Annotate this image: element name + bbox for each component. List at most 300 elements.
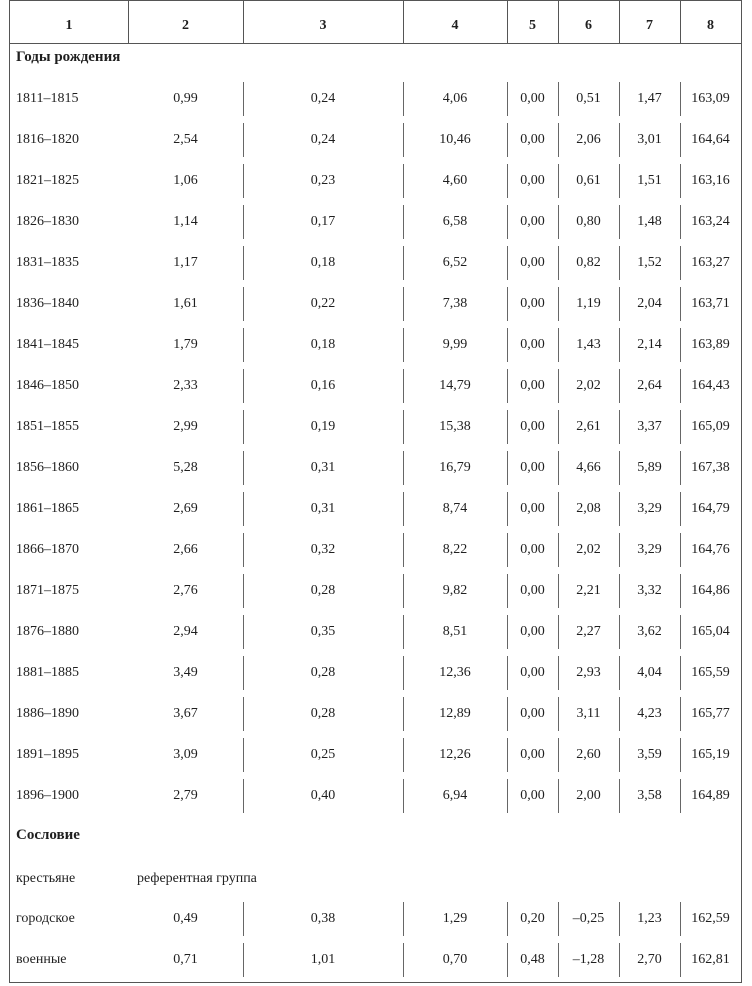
cell-col-3: 1,01 [310, 952, 336, 967]
reference-group-note: референтная группа [137, 871, 257, 886]
row-label: городское [16, 911, 75, 926]
cell-col-3: 0,18 [310, 255, 336, 270]
column-divider [619, 164, 620, 198]
column-divider [403, 574, 404, 608]
cell-col-7: 2,64 [637, 378, 662, 393]
cell-col-6: 2,27 [576, 624, 601, 639]
cell-col-3: 0,19 [310, 419, 336, 434]
column-divider [403, 164, 404, 198]
cell-col-4: 4,60 [442, 173, 468, 188]
cell-col-4: 8,22 [442, 542, 468, 557]
column-divider [558, 410, 559, 444]
column-divider [243, 164, 244, 198]
cell-col-4: 8,74 [442, 501, 468, 516]
row-label: 1851–1855 [16, 419, 79, 434]
cell-col-2: 2,66 [173, 542, 198, 557]
cell-col-7: 3,59 [637, 747, 662, 762]
cell-col-6: 4,66 [576, 460, 601, 475]
column-divider [507, 164, 508, 198]
cell-col-6: 1,43 [576, 337, 601, 352]
column-divider [558, 205, 559, 239]
column-divider [507, 533, 508, 567]
column-divider [619, 533, 620, 567]
cell-col-5: 0,00 [520, 173, 545, 188]
column-divider [507, 287, 508, 321]
cell-col-5: 0,00 [520, 214, 545, 229]
cell-col-3: 0,28 [310, 706, 336, 721]
cell-col-7: 1,52 [637, 255, 662, 270]
cell-col-6: –1,28 [572, 952, 605, 967]
row-label: 1871–1875 [16, 583, 79, 598]
cell-col-5: 0,00 [520, 788, 545, 803]
cell-col-4: 12,89 [439, 706, 471, 721]
column-divider [243, 287, 244, 321]
cell-col-7: 2,04 [637, 296, 662, 311]
column-divider [507, 656, 508, 690]
row-label: 1831–1835 [16, 255, 79, 270]
column-divider [507, 779, 508, 813]
column-divider [403, 656, 404, 690]
column-divider [680, 615, 681, 649]
cell-col-5: 0,48 [520, 952, 545, 967]
column-divider [558, 615, 559, 649]
cell-col-4: 6,52 [442, 255, 468, 270]
column-divider [680, 902, 681, 936]
cell-col-2: 1,61 [173, 296, 198, 311]
table-row [10, 371, 741, 401]
cell-col-8: 163,24 [691, 214, 730, 229]
column-divider [403, 287, 404, 321]
column-divider [507, 246, 508, 280]
cell-col-4: 6,94 [442, 788, 468, 803]
column-divider [507, 492, 508, 526]
cell-col-4: 10,46 [439, 132, 471, 147]
header-col-6: 6 [585, 18, 592, 33]
cell-col-3: 0,23 [310, 173, 336, 188]
cell-col-4: 8,51 [442, 624, 468, 639]
column-divider [619, 410, 620, 444]
cell-col-7: 3,62 [637, 624, 662, 639]
cell-col-2: 2,33 [173, 378, 198, 393]
cell-col-2: 1,17 [173, 255, 198, 270]
cell-col-3: 0,24 [310, 132, 336, 147]
cell-col-3: 0,28 [310, 583, 336, 598]
cell-col-6: 2,08 [576, 501, 601, 516]
row-label: 1841–1845 [16, 337, 79, 352]
cell-col-2: 5,28 [173, 460, 198, 475]
column-divider [558, 574, 559, 608]
cell-col-8: 162,81 [691, 952, 730, 967]
cell-col-8: 163,16 [691, 173, 730, 188]
cell-col-8: 162,59 [691, 911, 730, 926]
cell-col-2: 0,99 [173, 91, 198, 106]
column-divider [243, 328, 244, 362]
cell-col-3: 0,31 [310, 501, 336, 516]
column-divider [507, 943, 508, 977]
cell-col-7: 3,32 [637, 583, 662, 598]
cell-col-7: 1,48 [637, 214, 662, 229]
cell-col-7: 3,29 [637, 542, 662, 557]
column-divider [403, 779, 404, 813]
data-table [9, 0, 742, 983]
column-divider [680, 574, 681, 608]
cell-col-6: 2,61 [576, 419, 601, 434]
cell-col-7: 4,23 [637, 706, 662, 721]
column-divider [403, 492, 404, 526]
cell-col-4: 15,38 [439, 419, 471, 434]
cell-col-6: 2,02 [576, 542, 601, 557]
cell-col-5: 0,00 [520, 665, 545, 680]
section-estate: Сословие [16, 827, 80, 843]
cell-col-8: 164,43 [691, 378, 730, 393]
column-divider [619, 123, 620, 157]
cell-col-4: 16,79 [439, 460, 471, 475]
column-divider [619, 697, 620, 731]
cell-col-6: 2,00 [576, 788, 601, 803]
column-divider [403, 697, 404, 731]
cell-col-4: 7,38 [442, 296, 468, 311]
cell-col-6: 1,19 [576, 296, 601, 311]
cell-col-8: 164,86 [691, 583, 730, 598]
cell-col-3: 0,25 [310, 747, 336, 762]
column-divider [680, 533, 681, 567]
header-col-4: 4 [451, 18, 459, 33]
column-divider [507, 615, 508, 649]
column-divider [403, 205, 404, 239]
column-divider [403, 328, 404, 362]
column-divider [619, 615, 620, 649]
header-col-5: 5 [529, 18, 536, 33]
cell-col-8: 167,38 [691, 460, 730, 475]
column-divider [619, 205, 620, 239]
table-row [10, 453, 741, 483]
cell-col-3: 0,17 [310, 214, 336, 229]
column-divider [558, 697, 559, 731]
cell-col-4: 12,26 [439, 747, 471, 762]
cell-col-4: 0,70 [442, 952, 468, 967]
column-divider [680, 123, 681, 157]
cell-col-2: 2,76 [173, 583, 198, 598]
column-divider [558, 123, 559, 157]
row-label: 1811–1815 [16, 91, 79, 106]
column-divider [619, 82, 620, 116]
column-divider [243, 451, 244, 485]
table-row [10, 658, 741, 688]
cell-col-7: 2,70 [637, 952, 662, 967]
cell-col-2: 2,99 [173, 419, 198, 434]
column-divider [680, 779, 681, 813]
cell-col-5: 0,00 [520, 132, 545, 147]
column-divider [619, 943, 620, 977]
cell-col-3: 0,31 [310, 460, 336, 475]
cell-col-5: 0,00 [520, 378, 545, 393]
table-row [10, 207, 741, 237]
cell-col-3: 0,28 [310, 665, 336, 680]
cell-col-8: 165,09 [691, 419, 730, 434]
column-divider [558, 943, 559, 977]
row-label: военные [16, 952, 67, 967]
column-divider [507, 738, 508, 772]
cell-col-7: 1,51 [637, 173, 662, 188]
table-row [10, 535, 741, 565]
cell-col-8: 163,71 [691, 296, 730, 311]
column-divider [507, 205, 508, 239]
column-divider [403, 738, 404, 772]
cell-col-3: 0,22 [310, 296, 336, 311]
column-divider [619, 738, 620, 772]
cell-col-6: 3,11 [576, 706, 601, 721]
cell-col-6: 0,61 [576, 173, 601, 188]
cell-col-8: 164,79 [691, 501, 730, 516]
column-divider [680, 246, 681, 280]
column-divider [680, 697, 681, 731]
cell-col-5: 0,00 [520, 91, 545, 106]
column-divider [558, 246, 559, 280]
column-divider [619, 369, 620, 403]
table-row [10, 494, 741, 524]
column-divider [403, 615, 404, 649]
column-divider [403, 533, 404, 567]
cell-col-5: 0,00 [520, 542, 545, 557]
column-divider [243, 369, 244, 403]
column-divider [403, 82, 404, 116]
row-label: 1846–1850 [16, 378, 79, 393]
row-label: 1881–1885 [16, 665, 79, 680]
cell-col-6: 0,80 [576, 214, 601, 229]
row-label: 1861–1865 [16, 501, 79, 516]
cell-col-8: 164,89 [691, 788, 730, 803]
cell-col-8: 163,09 [691, 91, 730, 106]
header-col-7: 7 [646, 18, 653, 33]
column-divider [243, 656, 244, 690]
table-row [10, 166, 741, 196]
cell-col-7: 3,01 [637, 132, 662, 147]
table-row [10, 84, 741, 114]
cell-col-7: 1,23 [637, 911, 662, 926]
cell-col-2: 2,94 [173, 624, 198, 639]
column-divider [403, 410, 404, 444]
header-col-3: 3 [319, 18, 327, 33]
cell-col-2: 3,09 [173, 747, 198, 762]
cell-col-7: 3,29 [637, 501, 662, 516]
column-divider [243, 574, 244, 608]
column-divider [680, 451, 681, 485]
column-divider [558, 738, 559, 772]
column-divider [619, 779, 620, 813]
column-divider [403, 451, 404, 485]
cell-col-8: 164,64 [691, 132, 730, 147]
cell-col-6: 2,06 [576, 132, 601, 147]
cell-col-5: 0,00 [520, 296, 545, 311]
column-divider [243, 615, 244, 649]
table-row [10, 740, 741, 770]
column-divider [403, 123, 404, 157]
column-divider [558, 369, 559, 403]
column-divider [680, 943, 681, 977]
column-divider [558, 492, 559, 526]
cell-col-8: 165,19 [691, 747, 730, 762]
section-birth-years: Годы рождения [16, 49, 121, 65]
column-divider [243, 533, 244, 567]
column-divider [619, 574, 620, 608]
cell-col-6: 0,82 [576, 255, 601, 270]
cell-col-3: 0,32 [310, 542, 336, 557]
column-divider [243, 246, 244, 280]
row-label: 1866–1870 [16, 542, 79, 557]
column-divider [680, 328, 681, 362]
column-divider [507, 369, 508, 403]
cell-col-8: 165,59 [691, 665, 730, 680]
column-divider [243, 943, 244, 977]
cell-col-3: 0,24 [310, 91, 336, 106]
cell-col-2: 2,69 [173, 501, 198, 516]
column-divider [507, 82, 508, 116]
column-divider [558, 656, 559, 690]
cell-col-6: 2,93 [576, 665, 601, 680]
cell-col-5: 0,00 [520, 255, 545, 270]
column-divider [243, 902, 244, 936]
cell-col-3: 0,16 [310, 378, 336, 393]
column-divider [403, 902, 404, 936]
column-divider [403, 246, 404, 280]
cell-col-7: 4,04 [637, 665, 662, 680]
cell-col-5: 0,00 [520, 583, 545, 598]
column-divider [403, 369, 404, 403]
row-label: 1896–1900 [16, 788, 79, 803]
cell-col-2: 1,06 [173, 173, 198, 188]
column-divider [243, 697, 244, 731]
cell-col-5: 0,00 [520, 337, 545, 352]
column-divider [507, 328, 508, 362]
column-divider [680, 410, 681, 444]
cell-col-5: 0,00 [520, 706, 545, 721]
column-divider [680, 656, 681, 690]
column-divider [680, 82, 681, 116]
column-divider [558, 902, 559, 936]
column-divider [243, 410, 244, 444]
table-row [10, 699, 741, 729]
column-divider [619, 246, 620, 280]
cell-col-2: 0,49 [173, 911, 198, 926]
column-divider [507, 123, 508, 157]
cell-col-8: 163,27 [691, 255, 730, 270]
cell-col-4: 14,79 [439, 378, 471, 393]
column-divider [619, 902, 620, 936]
column-divider [680, 369, 681, 403]
table-row [10, 330, 741, 360]
cell-col-5: 0,20 [520, 911, 545, 926]
cell-col-2: 1,14 [173, 214, 198, 229]
column-divider [243, 205, 244, 239]
column-divider [243, 492, 244, 526]
cell-col-3: 0,35 [310, 624, 336, 639]
column-divider [558, 82, 559, 116]
row-label: 1821–1825 [16, 173, 79, 188]
column-divider [680, 738, 681, 772]
row-label: 1836–1840 [16, 296, 79, 311]
cell-col-6: 0,51 [576, 91, 601, 106]
table-row [10, 125, 741, 155]
column-divider [619, 656, 620, 690]
header-col-2: 2 [182, 18, 189, 33]
column-divider [619, 287, 620, 321]
cell-col-6: –0,25 [572, 911, 605, 926]
column-divider [507, 451, 508, 485]
cell-col-4: 12,36 [439, 665, 471, 680]
column-divider [619, 328, 620, 362]
column-divider [243, 738, 244, 772]
table-row [10, 412, 741, 442]
column-divider [680, 492, 681, 526]
table-row [10, 617, 741, 647]
table-row [10, 781, 741, 811]
cell-col-5: 0,00 [520, 460, 545, 475]
column-divider [558, 287, 559, 321]
header-col-8: 8 [707, 18, 714, 33]
cell-col-2: 2,54 [173, 132, 198, 147]
cell-col-5: 0,00 [520, 419, 545, 434]
cell-col-2: 2,79 [173, 788, 198, 803]
column-divider [243, 123, 244, 157]
cell-col-2: 3,49 [173, 665, 198, 680]
column-divider [558, 328, 559, 362]
column-divider [680, 287, 681, 321]
cell-col-4: 4,06 [442, 91, 468, 106]
column-divider [243, 779, 244, 813]
column-divider [403, 943, 404, 977]
cell-col-8: 165,77 [691, 706, 730, 721]
column-divider [507, 410, 508, 444]
column-divider [507, 574, 508, 608]
cell-col-4: 9,99 [442, 337, 468, 352]
cell-col-2: 0,71 [173, 952, 198, 967]
table-row [10, 945, 741, 975]
cell-col-7: 1,47 [637, 91, 662, 106]
row-label: 1826–1830 [16, 214, 79, 229]
cell-col-7: 5,89 [637, 460, 662, 475]
table-row [10, 576, 741, 606]
column-divider [558, 779, 559, 813]
cell-col-3: 0,18 [310, 337, 336, 352]
column-divider [680, 205, 681, 239]
cell-col-5: 0,00 [520, 747, 545, 762]
table-row [10, 904, 741, 934]
header-col-1: 1 [65, 18, 73, 33]
cell-col-8: 163,89 [691, 337, 730, 352]
cell-col-7: 3,37 [637, 419, 662, 434]
cell-col-5: 0,00 [520, 501, 545, 516]
cell-col-2: 3,67 [173, 706, 198, 721]
cell-col-4: 1,29 [442, 911, 468, 926]
cell-col-5: 0,00 [520, 624, 545, 639]
table-row-reference [10, 864, 741, 894]
table-row [10, 289, 741, 319]
cell-col-6: 2,60 [576, 747, 601, 762]
row-label: 1856–1860 [16, 460, 79, 475]
cell-col-3: 0,38 [310, 911, 336, 926]
cell-col-8: 164,76 [691, 542, 730, 557]
row-label: 1816–1820 [16, 132, 79, 147]
table-header [10, 0, 741, 44]
cell-col-3: 0,40 [310, 788, 336, 803]
column-divider [619, 492, 620, 526]
column-divider [507, 697, 508, 731]
column-divider [619, 451, 620, 485]
row-label: 1891–1895 [16, 747, 79, 762]
column-divider [558, 164, 559, 198]
table-row [10, 248, 741, 278]
cell-col-8: 165,04 [691, 624, 730, 639]
